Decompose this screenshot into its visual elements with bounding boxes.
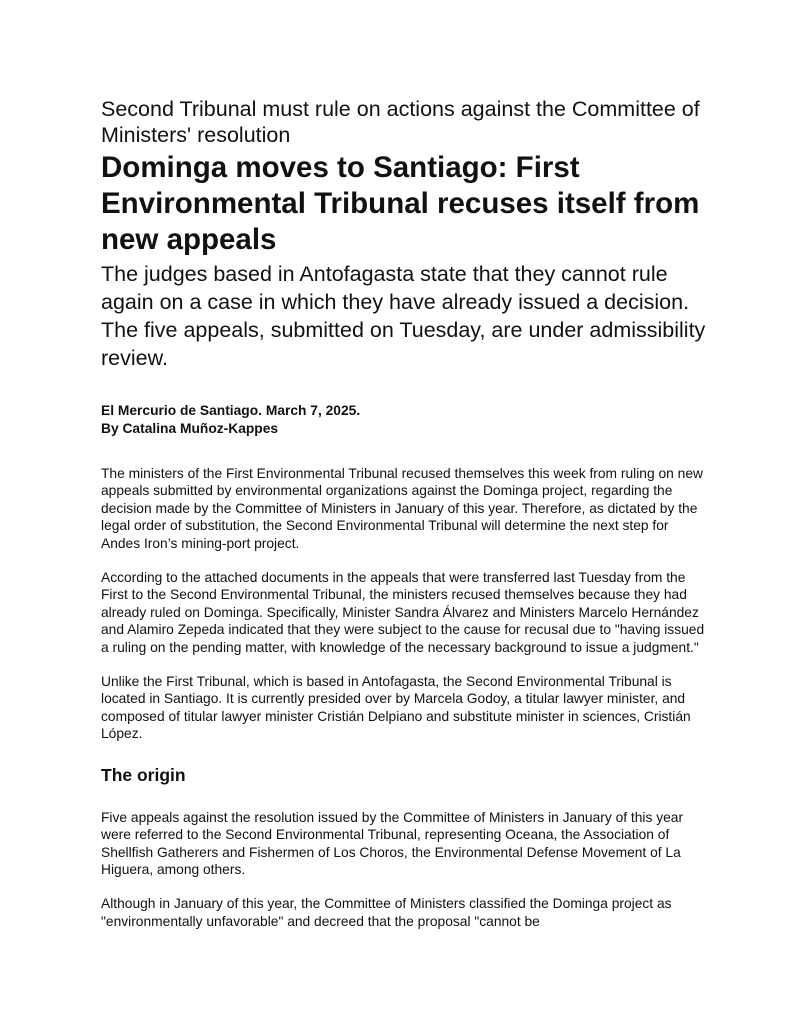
article-page <box>101 96 706 930</box>
article-dek: The judges based in Antofagasta state that they cannot rule again on a case in which they have already issued a decision. The five appeals, submitted on Tuesday, are under admissibility review. <box>101 262 706 370</box>
section-paragraph: Five appeals against the resolution issued by the Committee of Ministers in January of this year were referred to the Second Environmental Tribunal, representing Oceana, the Association of Shellfish Gatherers and Fishermen of Los Choros, the Environmental Defense Movement of La Higuera, among others. <box>101 809 684 877</box>
article-kicker: Second Tribunal must rule on actions against the Committee of Ministers' resolution <box>101 97 700 147</box>
body-paragraph: Unlike the First Tribunal, which is based in Antofagasta, the Second Environmental Tribunal is located in Santiago. It is currently presided over by Marcela Godoy, a titular lawyer minister, and composed of titular lawyer minister Cristián Delpiano and substitute minister in sciences, Cristián López. <box>101 674 691 742</box>
body-paragraph: The ministers of the First Environmental Tribunal recused themselves this week from ruling on new appeals submitted by environmental organizations against the Dominga project, regarding the decision made by the Committee of Ministers in January of this year. Therefore, as dictated by the legal order of substitution, the Second Environmental Tribunal will determine the next step for Andes Iron’s mining-port project. <box>101 466 703 551</box>
source-line: El Mercurio de Santiago. March 7, 2025. <box>101 403 361 418</box>
author-line: By Catalina Muñoz-Kappes <box>101 421 279 436</box>
section-heading: The origin <box>101 764 186 785</box>
byline <box>101 402 706 438</box>
article-headline: Dominga moves to Santiago: First Environmental Tribunal recuses itself from new appeals <box>101 151 700 256</box>
section-paragraph: Although in January of this year, the Committee of Ministers classified the Dominga project as "environmentally unfavorable" and decreed that the proposal "cannot be <box>101 896 672 929</box>
body-paragraph: According to the attached documents in the appeals that were transferred last Tuesday from the First to the Second Environmental Tribunal, the ministers recused themselves because they had already ruled on Dominga. Specifically, Minister Sandra Álvarez and Ministers Marcelo Hernández and Alamiro Zepeda indicated that they were subject to the cause for recusal due to "having issued a ruling on the pending matter, with knowledge of the necessary background to issue a judgment." <box>101 570 705 655</box>
